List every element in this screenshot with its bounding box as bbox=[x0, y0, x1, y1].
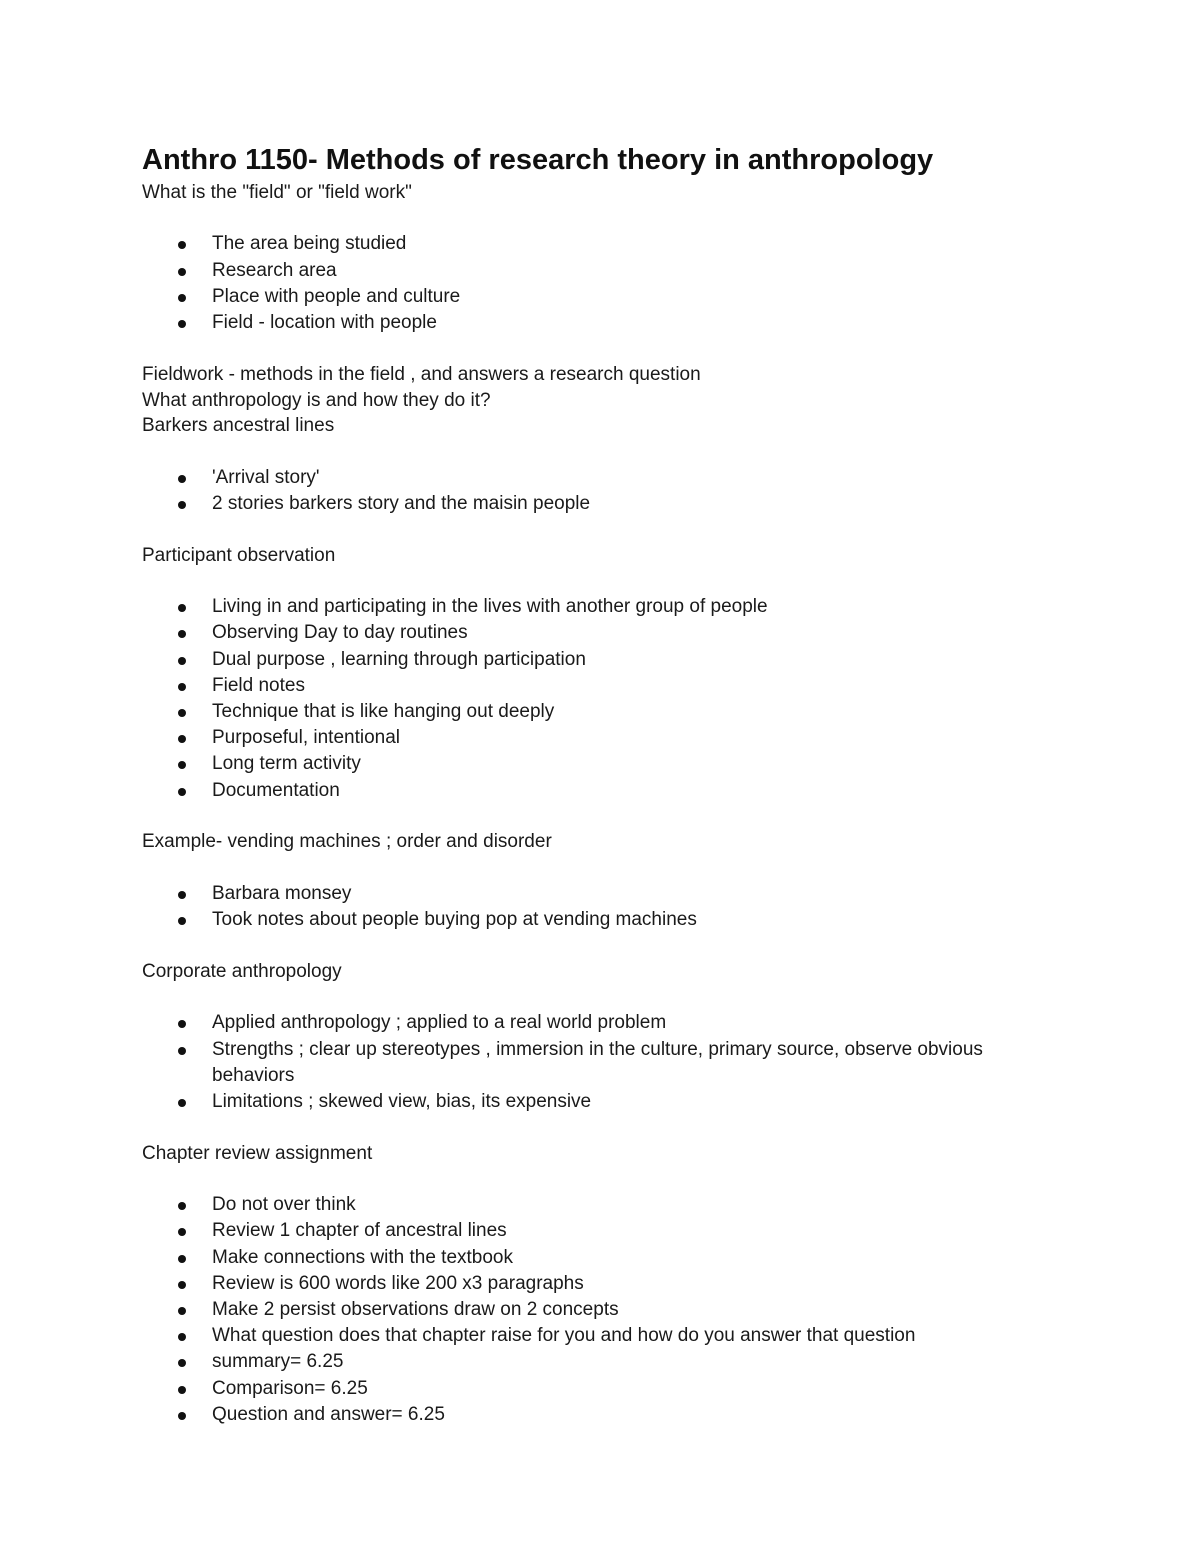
list-item-text: Living in and participating in the lives with another group of people bbox=[212, 596, 768, 618]
list-item-text: Place with people and culture bbox=[212, 285, 461, 307]
bullet-list bbox=[142, 1192, 1042, 1428]
list-item-text: Documentation bbox=[212, 779, 340, 801]
bullet-dot-icon bbox=[178, 761, 186, 769]
paragraph-line: What is the "field" or "field work" bbox=[142, 182, 412, 203]
blank-line bbox=[142, 206, 1042, 232]
list-item-text: Long term activity bbox=[212, 753, 361, 775]
list-item bbox=[142, 1376, 1042, 1402]
list-item-text: Field - location with people bbox=[212, 312, 437, 333]
list-item bbox=[142, 673, 1042, 699]
list-item bbox=[142, 1037, 1042, 1089]
paragraph-line: Participant observation bbox=[142, 544, 336, 566]
list-item bbox=[142, 1089, 1042, 1115]
document-title: Anthro 1150- Methods of research theory in anthropology bbox=[142, 144, 934, 176]
list-item bbox=[142, 1297, 1042, 1323]
paragraph-line: Corporate anthropology bbox=[142, 960, 342, 982]
list-item bbox=[142, 907, 1042, 933]
paragraph-line: What anthropology is and how they do it? bbox=[142, 389, 491, 411]
list-item-text: Question and answer= 6.25 bbox=[212, 1403, 445, 1425]
blank-line bbox=[142, 855, 1042, 881]
blank-line bbox=[142, 517, 1042, 543]
list-item bbox=[142, 1271, 1042, 1297]
bullet-dot-icon bbox=[178, 1020, 186, 1028]
bullet-list bbox=[142, 465, 1042, 517]
document-body bbox=[142, 180, 1042, 1428]
bullet-dot-icon bbox=[178, 891, 186, 899]
bullet-dot-icon bbox=[178, 1333, 186, 1341]
paragraph-line: Fieldwork - methods in the field , and answers a research question bbox=[142, 363, 701, 385]
bullet-dot-icon bbox=[178, 294, 186, 302]
bullet-dot-icon bbox=[178, 1359, 186, 1367]
list-item bbox=[142, 881, 1042, 907]
list-item bbox=[142, 258, 1042, 284]
list-item bbox=[142, 778, 1042, 804]
bullet-dot-icon bbox=[178, 1255, 186, 1263]
bullet-dot-icon bbox=[178, 1047, 186, 1055]
list-item-text: Took notes about people buying pop at vending machines bbox=[212, 909, 697, 931]
list-item-text: Observing Day to day routines bbox=[212, 622, 468, 644]
bullet-dot-icon bbox=[178, 320, 186, 328]
list-item bbox=[142, 1402, 1042, 1428]
blank-line bbox=[142, 1167, 1042, 1193]
list-item bbox=[142, 725, 1042, 751]
blank-line bbox=[142, 933, 1042, 959]
bullet-dot-icon bbox=[178, 268, 186, 276]
list-item-text: Comparison= 6.25 bbox=[212, 1377, 368, 1399]
bullet-dot-icon bbox=[178, 475, 186, 483]
bullet-dot-icon bbox=[178, 604, 186, 612]
list-item bbox=[142, 1323, 1042, 1349]
list-item bbox=[142, 647, 1042, 673]
list-item bbox=[142, 1010, 1042, 1036]
list-item-text: Purposeful, intentional bbox=[212, 727, 401, 749]
list-item bbox=[142, 1192, 1042, 1218]
list-item-text: Review 1 chapter of ancestral lines bbox=[212, 1220, 507, 1242]
blank-line bbox=[142, 804, 1042, 830]
bullet-list bbox=[142, 594, 1042, 804]
list-item bbox=[142, 231, 1042, 257]
paragraph-line: Example- vending machines ; order and disorder bbox=[142, 831, 552, 853]
bullet-list bbox=[142, 231, 1042, 336]
bullet-dot-icon bbox=[178, 241, 186, 249]
list-item-text: Do not over think bbox=[212, 1194, 356, 1216]
list-item-text: What question does that chapter raise for you and how do you answer that question bbox=[212, 1325, 916, 1347]
list-item bbox=[142, 1218, 1042, 1244]
list-item bbox=[142, 620, 1042, 646]
list-item-text: Strengths ; clear up stereotypes , immersion in the culture, primary source, observe obvious behaviors bbox=[212, 1038, 983, 1086]
bullet-dot-icon bbox=[178, 1099, 186, 1107]
document-page bbox=[142, 140, 1042, 1428]
list-item bbox=[142, 1245, 1042, 1271]
list-item bbox=[142, 284, 1042, 310]
list-item-text: Review is 600 words like 200 x3 paragraphs bbox=[212, 1272, 584, 1294]
list-item-text: Make connections with the textbook bbox=[212, 1246, 514, 1268]
bullet-dot-icon bbox=[178, 501, 186, 509]
bullet-dot-icon bbox=[178, 630, 186, 638]
bullet-dot-icon bbox=[178, 917, 186, 925]
bullet-dot-icon bbox=[178, 657, 186, 665]
list-item bbox=[142, 1349, 1042, 1375]
list-item-text: 2 stories barkers story and the maisin people bbox=[212, 492, 591, 514]
bullet-dot-icon bbox=[178, 1281, 186, 1289]
blank-line bbox=[142, 1115, 1042, 1141]
list-item-text: Make 2 persist observations draw on 2 concepts bbox=[212, 1299, 619, 1321]
list-item bbox=[142, 310, 1042, 336]
list-item-text: Research area bbox=[212, 259, 337, 281]
bullet-dot-icon bbox=[178, 1202, 186, 1210]
list-item bbox=[142, 594, 1042, 620]
bullet-dot-icon bbox=[178, 735, 186, 743]
list-item-text: Field notes bbox=[212, 674, 305, 696]
list-item-text: Applied anthropology ; applied to a real world problem bbox=[212, 1012, 667, 1034]
paragraph-line: Chapter review assignment bbox=[142, 1142, 373, 1164]
blank-line bbox=[142, 439, 1042, 465]
list-item bbox=[142, 751, 1042, 777]
bullet-dot-icon bbox=[178, 709, 186, 717]
list-item-text: summary= 6.25 bbox=[212, 1351, 344, 1373]
blank-line bbox=[142, 568, 1042, 594]
bullet-dot-icon bbox=[178, 1228, 186, 1236]
bullet-dot-icon bbox=[178, 1412, 186, 1420]
bullet-dot-icon bbox=[178, 683, 186, 691]
list-item-text: Barbara monsey bbox=[212, 882, 352, 904]
list-item bbox=[142, 699, 1042, 725]
bullet-list bbox=[142, 1010, 1042, 1115]
bullet-dot-icon bbox=[178, 1386, 186, 1394]
list-item-text: Limitations ; skewed view, bias, its expensive bbox=[212, 1090, 592, 1112]
blank-line bbox=[142, 336, 1042, 362]
bullet-list bbox=[142, 881, 1042, 933]
paragraph-line: Barkers ancestral lines bbox=[142, 415, 335, 437]
list-item-text: Technique that is like hanging out deeply bbox=[212, 700, 555, 722]
blank-line bbox=[142, 985, 1042, 1011]
list-item-text: The area being studied bbox=[212, 233, 407, 255]
list-item bbox=[142, 465, 1042, 491]
list-item-text: 'Arrival story' bbox=[212, 466, 320, 488]
bullet-dot-icon bbox=[178, 788, 186, 796]
list-item-text: Dual purpose , learning through participation bbox=[212, 648, 586, 670]
list-item bbox=[142, 491, 1042, 517]
bullet-dot-icon bbox=[178, 1307, 186, 1315]
